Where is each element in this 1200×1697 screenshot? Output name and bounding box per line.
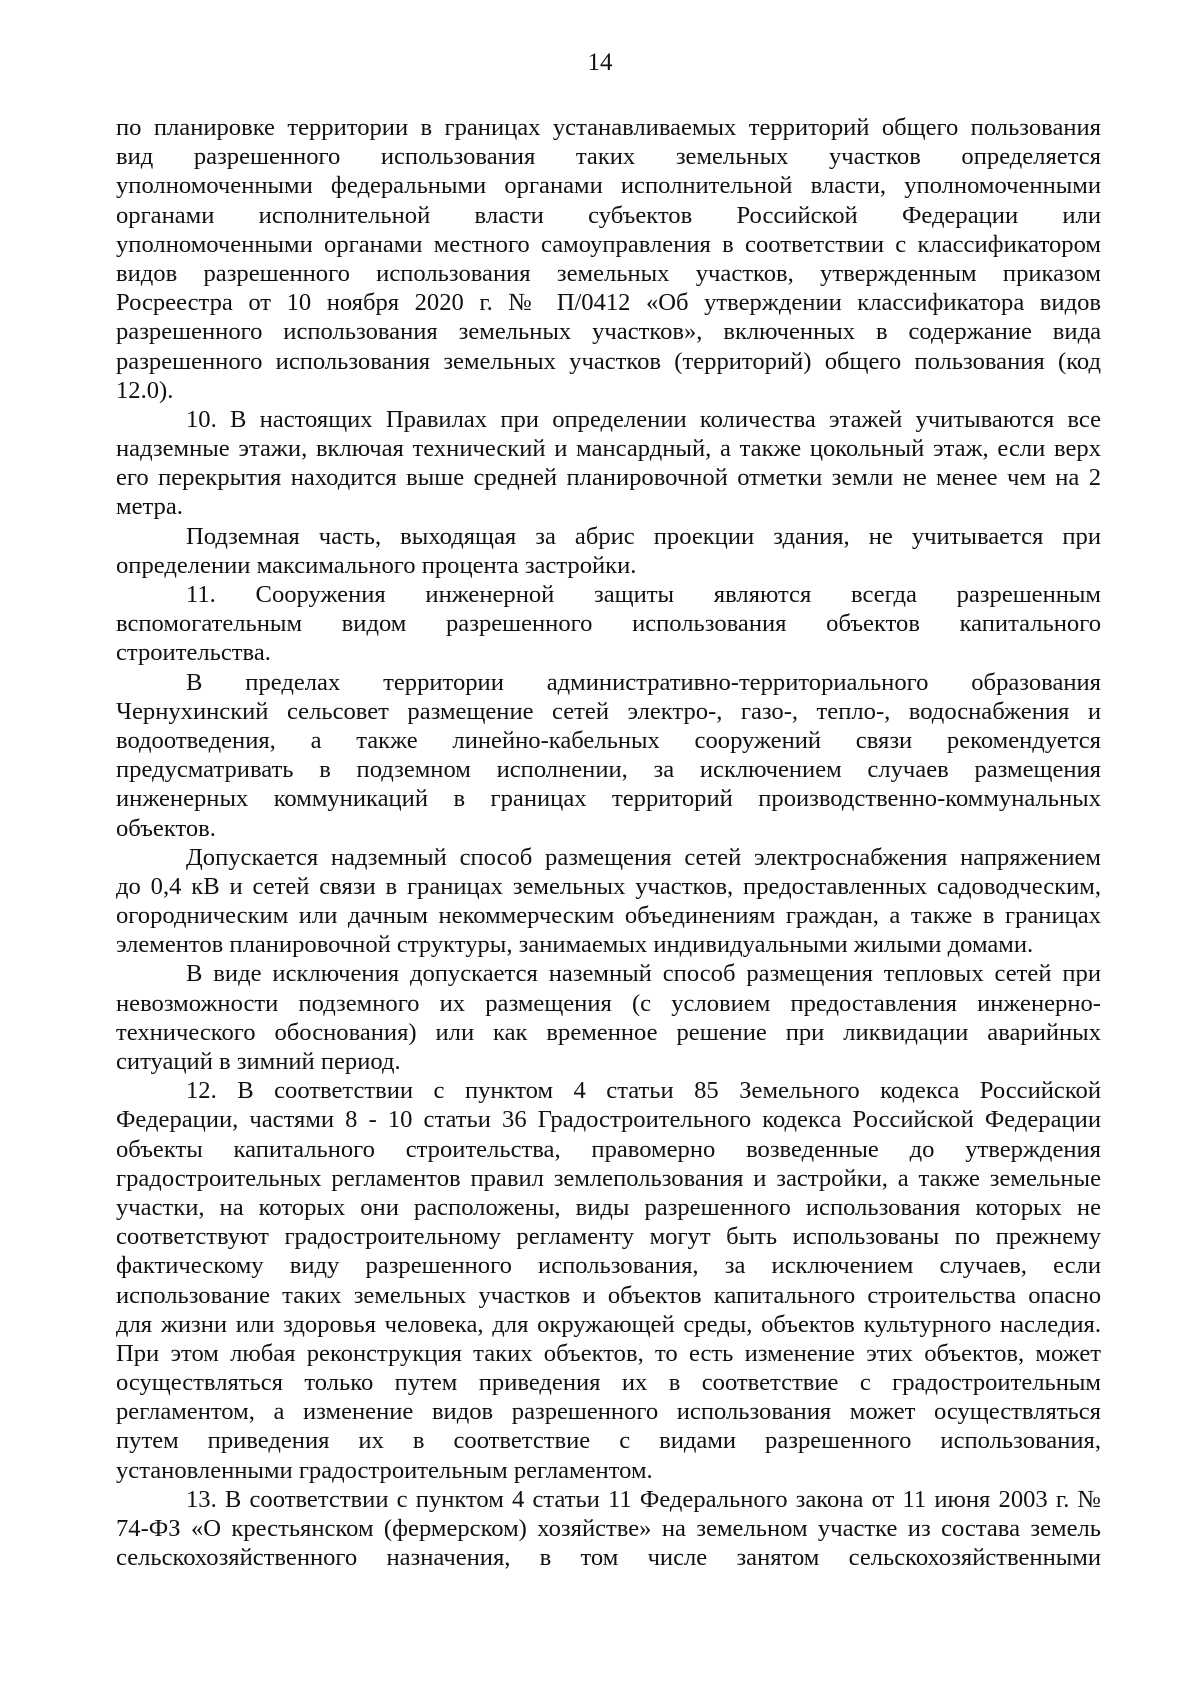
text-line: Подземная часть, выходящая за абрис проекции здания, не учитывается при: [186, 522, 1101, 550]
text-line: 74-ФЗ «О крестьянском (фермерском) хозяйстве» на земельном участке из состава земель: [116, 1515, 1101, 1542]
text-line: Федерации, частями 8 - 10 статьи 36 Градостроительного кодекса Российской Федерации: [116, 1106, 1101, 1134]
text-line: осуществляться только путем приведения их в соответствие с градостроительным: [116, 1369, 1101, 1397]
text-line: 12. В соответствии с пунктом 4 статьи 85 Земельного кодекса Российской: [186, 1077, 1101, 1105]
text-line: инженерных коммуникаций в границах территорий производственно-коммунальных: [116, 785, 1101, 813]
text-line: В виде исключения допускается наземный способ размещения тепловых сетей при: [186, 960, 1101, 988]
text-line: элементов планировочной структуры, занимаемых индивидуальными жилыми домами.: [116, 931, 1034, 959]
text-line: 11. Сооружения инженерной защиты являются всегда разрешенным: [186, 581, 1101, 608]
text-line: использование таких земельных участков и объектов капитального строительства опасно: [116, 1281, 1101, 1309]
text-line: ситуаций в зимний период.: [116, 1048, 401, 1075]
text-line: 10. В настоящих Правилах при определении количества этажей учитываются все: [186, 405, 1101, 433]
text-line: путем приведения их в соответствие с видами разрешенного использования,: [116, 1427, 1101, 1455]
text-line: вид разрешенного использования таких земельных участков определяется: [116, 143, 1101, 171]
text-line: метра.: [116, 493, 183, 521]
text-line: по планировке территории в границах устанавливаемых территорий общего пользования: [116, 114, 1101, 141]
text-line: разрешенного использования земельных участков», включенных в содержание вида: [116, 318, 1101, 346]
text-line: разрешенного использования земельных участков (территорий) общего пользования (код: [116, 347, 1101, 375]
text-line: технического обоснования) или как временное решение при ликвидации аварийных: [116, 1018, 1101, 1046]
text-line: уполномоченными федеральными органами исполнительной власти, уполномоченными: [116, 172, 1101, 200]
text-line: предусматривать в подземном исполнении, за исключением случаев размещения: [116, 756, 1101, 784]
text-line: регламентом, а изменение видов разрешенного использования может осуществляться: [116, 1398, 1101, 1426]
text-line: органами исполнительной власти субъектов Российской Федерации или: [116, 201, 1101, 229]
text-line: уполномоченными органами местного самоуправления в соответствии с классификатором: [116, 230, 1101, 258]
text-line: 13. В соответствии с пунктом 4 статьи 11 Федерального закона от 11 июня 2003 г. №: [186, 1485, 1101, 1513]
text-line: определении максимального процента застройки.: [116, 551, 637, 579]
text-line: его перекрытия находится выше средней планировочной отметки земли не менее чем на 2: [116, 464, 1101, 492]
text-line: Росреестра от 10 ноября 2020 г. № П/0412 «Об утверждении классификатора видов: [116, 289, 1101, 317]
text-line: сельскохозяйственного назначения, в том числе занятом сельскохозяйственными: [116, 1544, 1101, 1572]
text-line: При этом любая реконструкция таких объектов, то есть изменение этих объектов, может: [116, 1339, 1101, 1367]
text-line: надземные этажи, включая технический и мансардный, а также цокольный этаж, если верх: [116, 435, 1101, 463]
text-line: участки, на которых они расположены, виды разрешенного использования которых не: [116, 1193, 1101, 1221]
text-line: водоотведения, а также линейно-кабельных сооружений связи рекомендуется: [116, 726, 1101, 754]
text-line: установленными градостроительным регламентом.: [116, 1456, 653, 1484]
text-line: строительства.: [116, 639, 271, 667]
text-line: до 0,4 кВ и сетей связи в границах земельных участков, предоставленных садоводческим,: [116, 872, 1101, 900]
text-line: невозможности подземного их размещения (с условием предоставления инженерно-: [116, 989, 1101, 1017]
text-line: вспомогательным видом разрешенного использования объектов капитального: [116, 610, 1101, 638]
text-line: Допускается надземный способ размещения сетей электроснабжения напряжением: [186, 843, 1101, 871]
text-line: Чернухинский сельсовет размещение сетей электро-, газо-, тепло-, водоснабжения и: [116, 697, 1101, 725]
text-line: видов разрешенного использования земельных участков, утвержденным приказом: [116, 259, 1101, 287]
page-number: 14: [587, 49, 613, 76]
text-line: огородническим или дачным некоммерческим объединениям граждан, а также в границах: [116, 902, 1101, 930]
text-line: 12.0).: [116, 376, 174, 404]
text-line: градостроительных регламентов правил землепользования и застройки, а также земельные: [116, 1164, 1101, 1192]
text-line: фактическому виду разрешенного использования, за исключением случаев, если: [116, 1252, 1101, 1280]
text-line: В пределах территории административно-территориального образования: [186, 668, 1101, 696]
text-line: объектов.: [116, 814, 216, 842]
text-line: соответствуют градостроительному регламенту могут быть использованы по прежнему: [116, 1223, 1101, 1251]
text-line: объекты капитального строительства, правомерно возведенные до утверждения: [116, 1135, 1101, 1163]
document-body: [116, 113, 1101, 1572]
text-line: для жизни или здоровья человека, для окружающей среды, объектов культурного наследия.: [116, 1310, 1101, 1338]
